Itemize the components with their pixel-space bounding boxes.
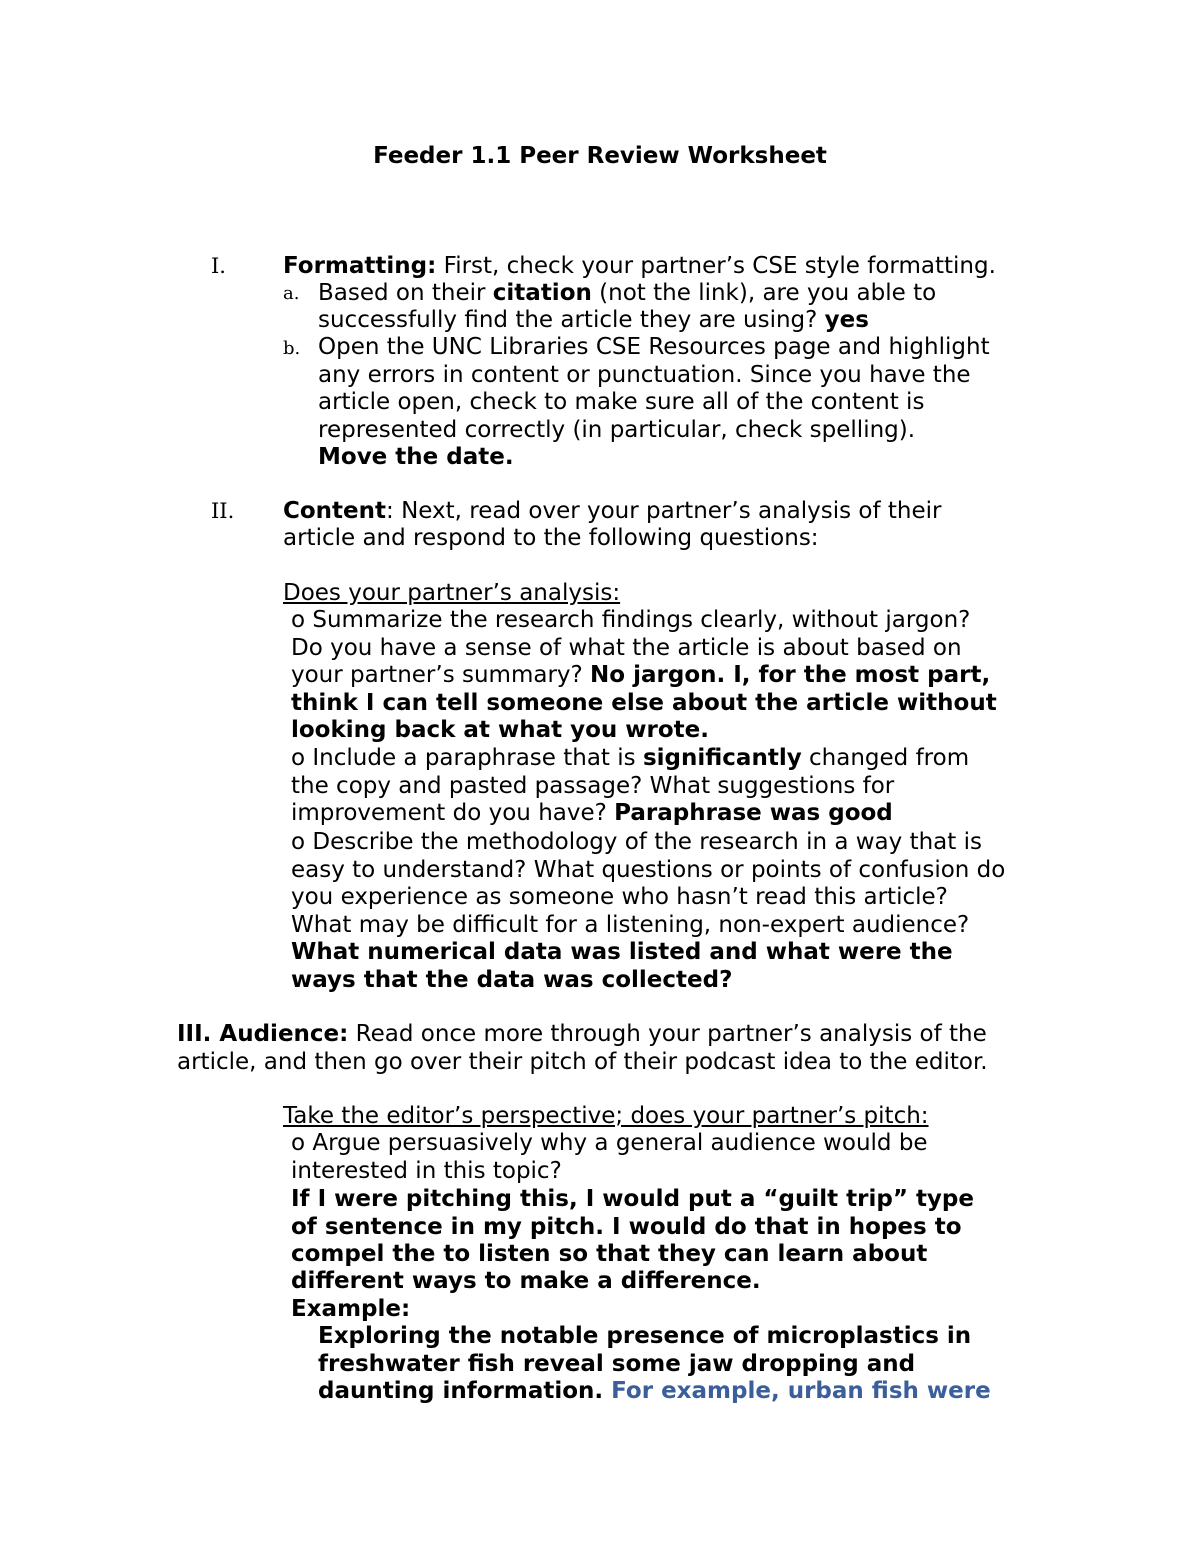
audience-example-line3-text: daunting information.	[318, 1378, 612, 1404]
content-intro-line2: article and respond to the following questions:	[283, 525, 819, 551]
audience-intro-line2: article, and then go over their pitch of their podcast idea to the editor.	[177, 1049, 988, 1075]
content-q3-answer-line1-text: What numerical data was listed and what were the	[291, 939, 953, 965]
content-q2-answer: Paraphrase was good	[614, 800, 893, 826]
item-a-answer: yes	[824, 307, 869, 333]
item-a-line1-pre: Based on their	[318, 280, 493, 306]
audience-q1-line1: o Argue persuasively why a general audience would be	[291, 1130, 928, 1156]
audience-answer-line1	[291, 1185, 974, 1213]
audience-answer-line4	[291, 1267, 761, 1295]
content-q2-line3-text: improvement do you have?	[291, 800, 615, 826]
audience-example-line3-blue: For example, urban fish were	[611, 1378, 991, 1404]
item-b-answer-text: Move the date.	[318, 444, 514, 470]
item-b-answer	[318, 443, 514, 471]
content-q2-line3	[291, 799, 893, 827]
audience-q1-line2: interested in this topic?	[291, 1158, 562, 1184]
audience-example-line3	[318, 1377, 991, 1405]
audience-answer-line4-text: different ways to make a difference.	[291, 1268, 761, 1294]
content-subheading: Does your partner’s analysis:	[283, 580, 621, 606]
section-numeral-formatting: I.	[211, 254, 226, 278]
content-q2-line2: the copy and pasted passage? What suggestions for	[291, 773, 895, 799]
item-a-line2-text: successfully find the article they are using?	[318, 307, 825, 333]
audience-answer-line3-text: compel the to listen so that they can learn about	[291, 1241, 928, 1267]
item-b-line2: any errors in content or punctuation. Since you have the	[318, 362, 971, 388]
item-a-line1-bold: citation	[492, 280, 592, 306]
audience-example-line1	[318, 1322, 971, 1350]
audience-example-line2	[318, 1350, 915, 1378]
content-q1-line2: Do you have a sense of what the article is about based on	[291, 635, 962, 661]
item-b-line4: represented correctly (in particular, check spelling).	[318, 417, 916, 443]
item-b-line1: Open the UNC Libraries CSE Resources page and highlight	[318, 334, 990, 360]
content-q3-line3: you experience as someone who hasn’t read this article?	[291, 884, 948, 910]
item-a-line1-post: (not the link), are you able to	[591, 280, 937, 306]
content-q3-answer-line2-text: ways that the data was collected?	[291, 967, 733, 993]
section-numeral-content: II.	[211, 499, 235, 523]
audience-intro-line1: Read once more through your partner’s analysis of the	[348, 1021, 987, 1047]
content-q1-line3-text: your partner’s summary?	[291, 662, 591, 688]
content-intro-line1: : Next, read over your partner’s analysis of their	[386, 498, 942, 524]
content-q2-line1-post: changed from	[801, 745, 970, 771]
content-q2-line1-pre: o Include a paraphrase that is	[291, 745, 643, 771]
content-q3-line1: o Describe the methodology of the research in a way that is	[291, 829, 982, 855]
content-q3-answer-line1	[291, 938, 953, 966]
item-marker-a: a.	[283, 283, 300, 304]
audience-answer-line2-text: of sentence in my pitch. I would do that in hopes to	[291, 1214, 962, 1240]
content-q3-line2: easy to understand? What questions or points of confusion do	[291, 857, 1006, 883]
content-q1-answer-line3-text: looking back at what you wrote.	[291, 717, 709, 743]
audience-answer-line3	[291, 1240, 927, 1268]
audience-answer-line1-text: If I were pitching this, I would put a “guilt trip” type	[291, 1186, 974, 1212]
audience-example-label-text: Example:	[291, 1296, 411, 1322]
item-a-line1	[318, 279, 936, 307]
section-heading-audience: III. Audience:	[177, 1021, 349, 1047]
section-heading-formatting: Formatting:	[283, 253, 437, 279]
content-q2-line1	[291, 744, 969, 772]
audience-example-line1-text: Exploring the notable presence of microplastics in	[318, 1323, 972, 1349]
item-b-line3: article open, check to make sure all of the content is	[318, 389, 925, 415]
content-q3-answer-line2	[291, 966, 732, 994]
content-q1-line3	[291, 661, 990, 689]
page-title: Feeder 1.1 Peer Review Worksheet	[373, 143, 827, 169]
audience-example-label	[291, 1295, 410, 1323]
audience-example-line2-text: freshwater fish reveal some jaw dropping and	[318, 1351, 916, 1377]
content-q2-line1-bold: significantly	[642, 745, 802, 771]
audience-answer-line2	[291, 1213, 962, 1241]
section-content-intro	[283, 497, 942, 525]
content-q1-answer-line3	[291, 716, 709, 744]
section-formatting-intro	[283, 252, 996, 280]
item-a-line2	[318, 306, 869, 334]
section-heading-content: Content	[283, 498, 387, 524]
formatting-intro-text: First, check your partner’s CSE style formatting.	[436, 253, 996, 279]
content-q1-line1: o Summarize the research findings clearly, without jargon?	[291, 607, 971, 633]
audience-subheading: Take the editor’s perspective; does your partner’s pitch:	[283, 1103, 929, 1129]
content-q3-line4: What may be difficult for a listening, non-expert audience?	[291, 912, 970, 938]
content-q1-answer-line2-text: think I can tell someone else about the article without	[291, 690, 997, 716]
section-audience-intro	[177, 1020, 987, 1048]
content-q1-answer-line2	[291, 689, 997, 717]
content-q1-answer-line1: No jargon. I, for the most part,	[590, 662, 991, 688]
item-marker-b: b.	[283, 338, 301, 359]
